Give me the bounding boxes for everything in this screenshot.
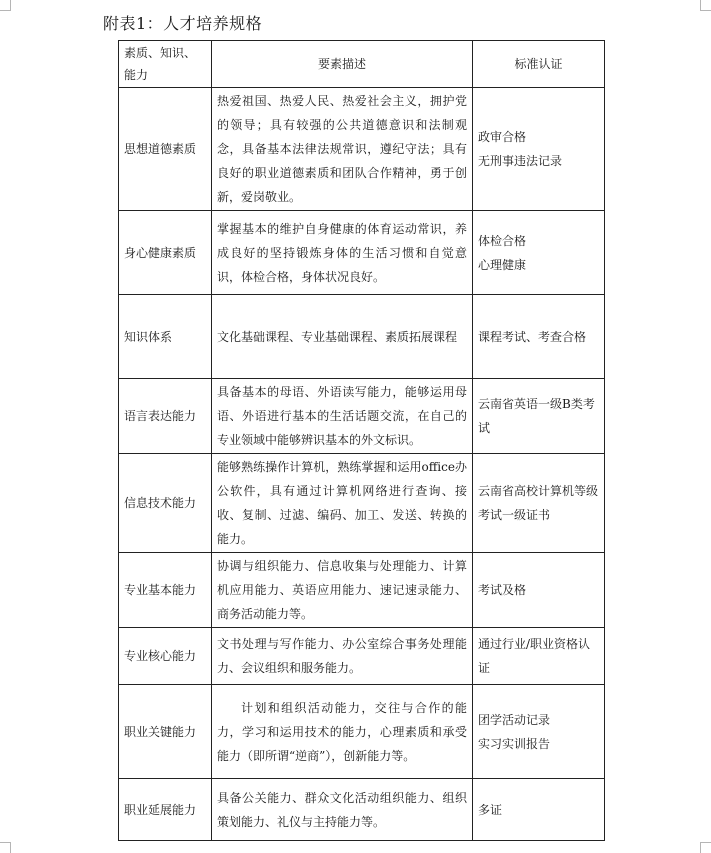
row-certification [473,685,605,779]
certification-line: 团学活动记录 [478,712,551,727]
certification-line: 无刑事违法记录 [478,154,563,168]
table-row [119,628,605,685]
page-title: 附表1：人才培养规格 [103,14,263,33]
row-description: 文化基础课程、专业基础课程、素质拓展课程 [212,295,473,379]
table-row [119,88,605,211]
row-quality: 知识体系 [119,295,212,379]
row-description: 热爱祖国、热爱人民、热爱社会主义，拥护党的领导；具有较强的公共道德意识和法制观念，具备基本法律法规常识，遵纪守法；具有良好的职业道德素质和团队合作精神，勇于创新，爱岗敬业。 [212,88,473,211]
row-certification [473,628,605,685]
certification-line: 课程考试、考查合格 [478,329,587,344]
certification-line: 心理健康 [478,257,527,272]
row-certification [473,88,605,211]
certification-line: 体检合格 [478,233,527,248]
row-quality: 职业关键能力 [119,685,212,779]
certification-line: 考试及格 [478,583,527,597]
header-certification: 标准认证 [473,41,605,88]
row-description: 具备公关能力、群众文化活动组织能力、组织策划能力、礼仪与主持能力等。 [212,779,473,841]
page-corner-bottom-right [700,842,711,853]
page-corner-top-left [0,0,11,11]
page-corner-top-right [700,0,711,11]
table-row [119,779,605,841]
table-row [119,685,605,779]
page-corner-bottom-left [0,842,11,853]
talent-spec-table [118,40,605,841]
row-description: 文书处理与写作能力、办公室综合事务处理能力、会议组织和服务能力。 [212,628,473,685]
row-description: 能够熟练操作计算机，熟练掌握和运用office办公软件，具有通过计算机网络进行查询、接收、复制、过滤、编码、加工、发送、转换的能力。 [212,454,473,553]
row-certification [473,779,605,841]
row-description: 掌握基本的维护自身健康的体育运动常识，养成良好的坚持锻炼身体的生活习惯和自觉意识，体检合格，身体状况良好。 [212,211,473,295]
table-row [119,211,605,295]
header-description: 要素描述 [212,41,473,88]
row-quality: 职业延展能力 [119,779,212,841]
row-quality: 信息技术能力 [119,454,212,553]
row-certification [473,454,605,553]
row-certification [473,553,605,628]
row-quality: 专业核心能力 [119,628,212,685]
certification-line: 云南省高校计算机等级考试一级证书 [478,484,599,522]
row-certification [473,211,605,295]
row-description: 协调与组织能力、信息收集与处理能力、计算机应用能力、英语应用能力、速记速录能力、商务活动能力等。 [212,553,473,628]
row-certification [473,295,605,379]
table-row [119,295,605,379]
certification-line: 政审合格 [478,130,527,144]
header-quality: 素质、知识、能力 [119,41,212,88]
row-quality: 专业基本能力 [119,553,212,628]
row-quality: 语言表达能力 [119,379,212,454]
table-row [119,553,605,628]
row-certification [473,379,605,454]
row-description: 具备基本的母语、外语读写能力，能够运用母语、外语进行基本的生活话题交流，在自己的专业领域中能够辨识基本的外文标识。 [212,379,473,454]
certification-line: 通过行业/职业资格认证 [478,637,591,675]
certification-line: 云南省英语一级B类考试 [478,397,595,435]
row-description: 计划和组织活动能力，交往与合作的能力，学习和运用技术的能力，心理素质和承受能力（即所谓“逆商”），创新能力等。 [212,685,473,779]
certification-line: 实习实训报告 [478,736,551,751]
table-row [119,379,605,454]
certification-line: 多证 [478,802,503,817]
row-quality: 身心健康素质 [119,211,212,295]
row-quality: 思想道德素质 [119,88,212,211]
table-row [119,454,605,553]
table-header-row [119,41,605,88]
